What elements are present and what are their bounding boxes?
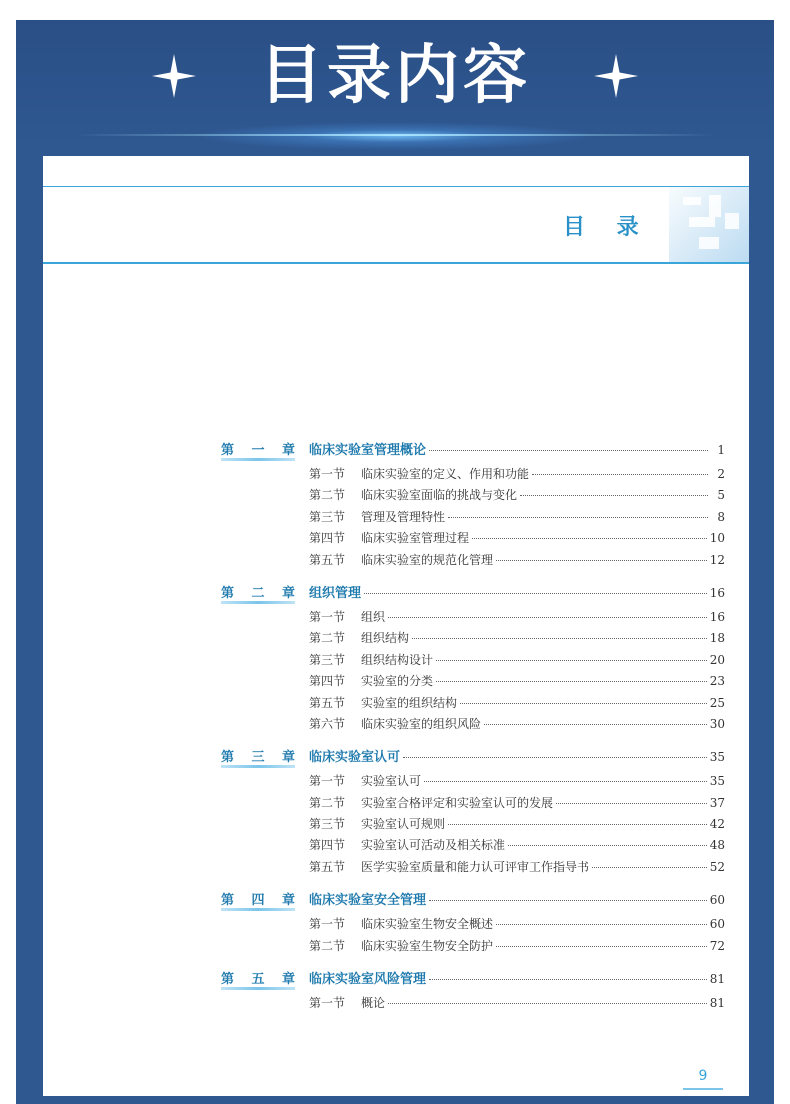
dot-leader — [412, 638, 707, 639]
chapter-label-char: 第 — [221, 443, 235, 458]
dot-leader — [460, 703, 707, 704]
section-title: 概论 — [361, 996, 386, 1011]
section-label: 第一节 — [309, 467, 346, 481]
dot-leader — [388, 1003, 707, 1004]
toc-page — [43, 156, 749, 1096]
dot-leader — [496, 560, 707, 561]
section-row — [221, 508, 725, 529]
section-title: 医学实验室质量和能力认可评审工作指导书 — [361, 859, 590, 874]
chapter-label-char: 五 — [251, 972, 265, 988]
section-label: 第三节 — [309, 817, 346, 832]
section-title: 临床实验室的组织风险 — [361, 716, 482, 731]
chapter-block — [221, 439, 725, 572]
chapter-label-char: 第 — [221, 585, 235, 601]
section-title: 临床实验室面临的挑战与变化 — [361, 488, 518, 503]
dot-leader — [532, 474, 708, 475]
section-page: 23 — [709, 674, 725, 689]
header-rule-bottom — [43, 262, 749, 264]
section-title: 组织结构 — [361, 631, 410, 646]
table-of-contents — [221, 439, 725, 1025]
section-row — [221, 672, 725, 693]
page-number-underline — [683, 1088, 723, 1090]
chapter-label-char: 第 — [221, 893, 235, 909]
section-title: 临床实验室管理过程 — [361, 531, 470, 546]
dot-leader — [472, 538, 707, 539]
section-label: 第二节 — [309, 631, 346, 646]
section-row — [221, 486, 725, 507]
section-label: 第二节 — [309, 795, 346, 810]
dot-leader — [388, 617, 707, 618]
dot-leader — [496, 924, 707, 925]
chapter-page: 35 — [709, 750, 725, 765]
dot-leader — [429, 450, 708, 451]
chapter-row — [221, 968, 725, 991]
section-label: 第四节 — [309, 674, 346, 689]
chapter-label — [221, 439, 309, 458]
banner-title: 目录内容 — [259, 39, 531, 113]
section-row — [221, 915, 725, 936]
section-page: 52 — [709, 859, 725, 874]
section-row — [221, 937, 725, 958]
chapter-title: 临床实验室认可 — [309, 750, 401, 766]
section-row — [221, 815, 725, 836]
section-label: 第一节 — [309, 774, 346, 789]
chapter-page: 81 — [709, 972, 725, 987]
section-title: 实验室合格评定和实验室认可的发展 — [361, 795, 554, 810]
chapter-title: 组织管理 — [309, 585, 362, 601]
chapter-label-char: 三 — [251, 750, 265, 766]
chapter-label-char: 二 — [251, 585, 265, 601]
section-title: 临床实验室生物安全防护 — [361, 938, 494, 953]
section-label: 第一节 — [309, 609, 346, 624]
section-title: 组织结构设计 — [361, 652, 434, 667]
section-row — [221, 651, 725, 672]
section-label: 第一节 — [309, 917, 346, 932]
banner-glow-line — [76, 134, 714, 136]
section-label: 第五节 — [309, 859, 346, 874]
section-title: 临床实验室生物安全概述 — [361, 917, 494, 932]
section-row — [221, 629, 725, 650]
chapter-block — [221, 889, 725, 958]
section-title: 实验室认可 — [361, 774, 422, 789]
chapter-row — [221, 582, 725, 605]
section-page: 10 — [709, 531, 725, 546]
chapter-row — [221, 746, 725, 769]
section-row — [221, 715, 725, 736]
chapter-block — [221, 582, 725, 736]
section-label: 第一节 — [309, 996, 346, 1011]
dot-leader — [448, 517, 708, 518]
section-page: 48 — [709, 838, 725, 853]
chapter-underline — [221, 458, 295, 461]
section-page: 81 — [709, 996, 725, 1011]
chapter-page: 1 — [717, 443, 725, 457]
section-title: 实验室的组织结构 — [361, 695, 458, 710]
section-title: 临床实验室的规范化管理 — [361, 552, 494, 567]
section-page: 60 — [709, 917, 725, 932]
chapter-label-char: 章 — [281, 893, 295, 909]
section-label: 第三节 — [309, 509, 346, 524]
chapter-label-char: 章 — [281, 585, 295, 601]
section-row — [221, 608, 725, 629]
dot-leader — [429, 900, 707, 901]
section-page: 72 — [709, 938, 725, 953]
section-page: 30 — [709, 716, 725, 731]
chapter-title: 临床实验室管理概论 — [309, 443, 427, 458]
chapter-label — [221, 889, 309, 908]
chapter-block — [221, 746, 725, 879]
section-title: 组织 — [361, 609, 386, 624]
chapter-label-char: 一 — [251, 443, 265, 458]
chapter-page: 16 — [709, 585, 725, 600]
section-page: 20 — [709, 652, 725, 667]
dot-leader — [592, 867, 707, 868]
section-page: 16 — [709, 609, 725, 624]
header-rule-top — [43, 186, 749, 187]
section-page: 42 — [709, 817, 725, 832]
section-row — [221, 772, 725, 793]
chapter-title: 临床实验室安全管理 — [309, 893, 427, 909]
chapter-row — [221, 439, 725, 462]
section-title: 实验室的分类 — [361, 674, 434, 689]
section-page: 18 — [709, 631, 725, 646]
section-page: 2 — [717, 467, 725, 481]
chapter-page: 60 — [709, 893, 725, 908]
chapter-label — [221, 746, 309, 765]
dot-leader — [364, 593, 707, 594]
section-page: 5 — [717, 488, 725, 503]
chapter-label — [221, 582, 309, 601]
section-row — [221, 465, 725, 486]
section-label: 第五节 — [309, 695, 346, 710]
section-page: 25 — [709, 695, 725, 710]
chapter-row — [221, 889, 725, 912]
section-row — [221, 529, 725, 550]
section-label: 第四节 — [309, 838, 346, 853]
banner-glow — [16, 116, 774, 156]
section-title: 实验室认可活动及相关标准 — [361, 838, 506, 853]
section-label: 第四节 — [309, 531, 346, 546]
section-row — [221, 858, 725, 879]
section-title: 管理及管理特性 — [361, 509, 446, 524]
section-row — [221, 551, 725, 572]
chapter-underline — [221, 987, 295, 990]
section-page: 8 — [717, 509, 725, 524]
section-row — [221, 994, 725, 1015]
section-label: 第二节 — [309, 488, 346, 503]
chapter-label-char: 章 — [281, 750, 295, 766]
dot-leader — [496, 946, 707, 947]
page-number: 9 — [698, 1068, 708, 1084]
chapter-underline — [221, 908, 295, 911]
section-label: 第二节 — [309, 938, 346, 953]
chapter-underline — [221, 601, 295, 604]
section-row — [221, 794, 725, 815]
section-title: 实验室认可规则 — [361, 817, 446, 832]
section-page: 35 — [709, 774, 725, 789]
chapter-label-char: 第 — [221, 972, 235, 988]
section-title: 临床实验室的定义、作用和功能 — [361, 467, 530, 481]
chapter-label-char: 四 — [251, 893, 265, 909]
section-label: 第六节 — [309, 716, 346, 731]
dot-leader — [429, 979, 707, 980]
chapter-underline — [221, 765, 295, 768]
dot-leader — [424, 781, 707, 782]
dot-leader — [556, 803, 707, 804]
chapter-label-char: 章 — [281, 972, 295, 988]
dot-leader — [436, 660, 707, 661]
dot-leader — [403, 757, 707, 758]
section-label: 第五节 — [309, 552, 346, 567]
chapter-label-char: 第 — [221, 750, 235, 766]
chapter-label-char: 章 — [281, 443, 295, 458]
dot-leader — [436, 681, 707, 682]
dot-leader — [520, 495, 708, 496]
chapter-label — [221, 968, 309, 987]
section-page: 12 — [709, 552, 725, 567]
section-row — [221, 836, 725, 857]
section-page: 37 — [709, 795, 725, 810]
dot-leader — [484, 724, 707, 725]
page-heading: 目 录 — [563, 215, 651, 240]
section-label: 第三节 — [309, 652, 346, 667]
section-row — [221, 694, 725, 715]
dot-leader — [448, 824, 707, 825]
chapter-title: 临床实验室风险管理 — [309, 972, 427, 988]
dot-leader — [508, 845, 707, 846]
chapter-block — [221, 968, 725, 1015]
